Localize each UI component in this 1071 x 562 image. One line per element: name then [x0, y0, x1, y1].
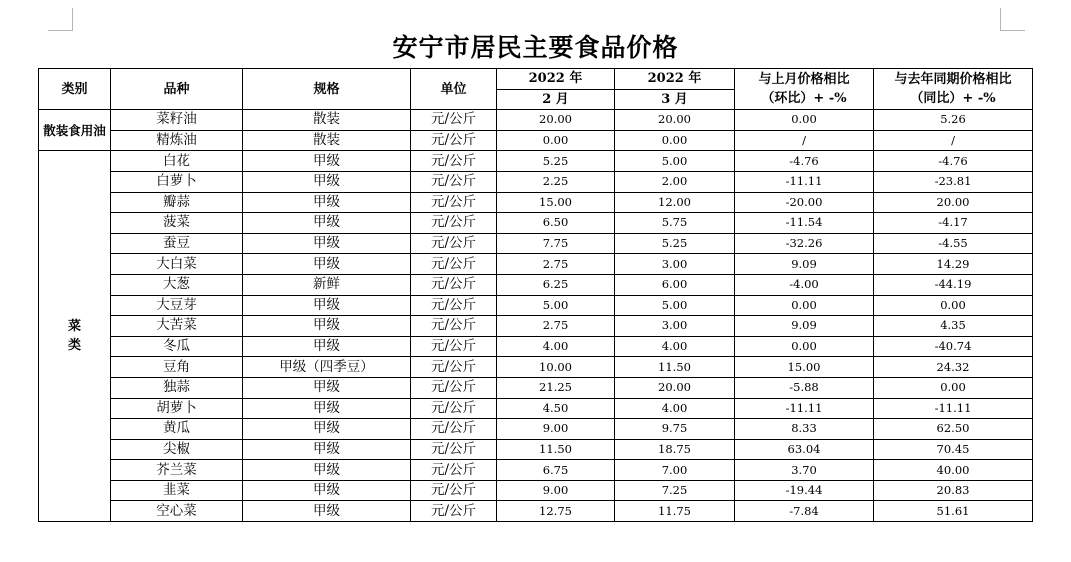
variety-cell: 黄瓜 [111, 419, 243, 440]
page-title: 安宁市居民主要食品价格 [392, 33, 679, 62]
price-mar-cell: 3.00 [615, 254, 735, 275]
mom-change-cell: 0.00 [735, 336, 874, 357]
mom-change-cell: -5.88 [735, 377, 874, 398]
table-row [39, 274, 1033, 295]
price-mar-cell: 0.00 [615, 130, 735, 151]
spec-cell: 甲级 [243, 295, 411, 316]
table-row [39, 501, 1033, 522]
spec-cell: 甲级 [243, 377, 411, 398]
mom-change-cell: -32.26 [735, 233, 874, 254]
header-month-feb: 2 月 [497, 89, 615, 110]
table-row [39, 460, 1033, 481]
header-year-feb: 2022 年 [497, 69, 615, 90]
header-variety: 品种 [111, 69, 243, 110]
spec-cell: 甲级 [243, 254, 411, 275]
price-feb-cell: 20.00 [497, 110, 615, 131]
variety-cell: 白花 [111, 151, 243, 172]
table-row [39, 316, 1033, 337]
unit-cell: 元/公斤 [411, 213, 497, 234]
spec-cell: 甲级 [243, 460, 411, 481]
yoy-change-cell: -4.76 [874, 151, 1033, 172]
price-mar-cell: 7.00 [615, 460, 735, 481]
unit-cell: 元/公斤 [411, 419, 497, 440]
mom-change-cell: 0.00 [735, 295, 874, 316]
price-feb-cell: 0.00 [497, 130, 615, 151]
price-feb-cell: 2.75 [497, 316, 615, 337]
header-mom-line1: 与上月价格相比 [758, 72, 850, 88]
unit-cell: 元/公斤 [411, 439, 497, 460]
mom-change-cell: 8.33 [735, 419, 874, 440]
unit-cell: 元/公斤 [411, 295, 497, 316]
table-row [39, 130, 1033, 151]
yoy-change-cell: 4.35 [874, 316, 1033, 337]
yoy-change-cell: 62.50 [874, 419, 1033, 440]
unit-cell: 元/公斤 [411, 460, 497, 481]
price-feb-cell: 9.00 [497, 419, 615, 440]
table-row [39, 336, 1033, 357]
mom-change-cell: 3.70 [735, 460, 874, 481]
table-row [39, 233, 1033, 254]
price-feb-cell: 9.00 [497, 480, 615, 501]
mom-change-cell: 0.00 [735, 110, 874, 131]
price-mar-cell: 7.25 [615, 480, 735, 501]
table-body [39, 110, 1033, 522]
yoy-change-cell: -11.11 [874, 398, 1033, 419]
mom-change-cell: -11.54 [735, 213, 874, 234]
price-mar-cell: 5.25 [615, 233, 735, 254]
header-unit: 单位 [411, 69, 497, 110]
mom-change-cell: 15.00 [735, 357, 874, 378]
variety-cell: 大豆芽 [111, 295, 243, 316]
price-feb-cell: 15.00 [497, 192, 615, 213]
header-yoy-line1: 与去年同期价格相比 [894, 72, 1012, 88]
price-mar-cell: 5.00 [615, 151, 735, 172]
spec-cell: 甲级 [243, 192, 411, 213]
price-mar-cell: 4.00 [615, 398, 735, 419]
spec-cell: 甲级 [243, 480, 411, 501]
mom-change-cell: 9.09 [735, 316, 874, 337]
mom-change-cell: -7.84 [735, 501, 874, 522]
yoy-change-cell: 24.32 [874, 357, 1033, 378]
unit-cell: 元/公斤 [411, 233, 497, 254]
mom-change-cell: -20.00 [735, 192, 874, 213]
variety-cell: 冬瓜 [111, 336, 243, 357]
spec-cell: 甲级 [243, 171, 411, 192]
spec-cell: 散装 [243, 110, 411, 131]
price-feb-cell: 5.25 [497, 151, 615, 172]
unit-cell: 元/公斤 [411, 316, 497, 337]
price-feb-cell: 12.75 [497, 501, 615, 522]
price-mar-cell: 6.00 [615, 274, 735, 295]
variety-cell: 空心菜 [111, 501, 243, 522]
price-feb-cell: 6.50 [497, 213, 615, 234]
variety-cell: 大白菜 [111, 254, 243, 275]
price-feb-cell: 2.75 [497, 254, 615, 275]
mom-change-cell: -11.11 [735, 398, 874, 419]
variety-cell: 尖椒 [111, 439, 243, 460]
yoy-change-cell: 51.61 [874, 501, 1033, 522]
price-mar-cell: 2.00 [615, 171, 735, 192]
table-row [39, 439, 1033, 460]
spec-cell: 新鲜 [243, 274, 411, 295]
header-category: 类别 [39, 69, 111, 110]
price-mar-cell: 12.00 [615, 192, 735, 213]
spec-cell: 甲级 [243, 439, 411, 460]
table-row [39, 151, 1033, 172]
mom-change-cell: / [735, 130, 874, 151]
variety-cell: 韭菜 [111, 480, 243, 501]
mom-change-cell: -4.76 [735, 151, 874, 172]
price-table [38, 68, 1033, 522]
spec-cell: 甲级 [243, 501, 411, 522]
price-mar-cell: 18.75 [615, 439, 735, 460]
header-mom [735, 69, 874, 110]
category-cell-veg [39, 151, 111, 522]
price-feb-cell: 4.50 [497, 398, 615, 419]
yoy-change-cell: -4.17 [874, 213, 1033, 234]
table-row [39, 192, 1033, 213]
yoy-change-cell: 70.45 [874, 439, 1033, 460]
price-mar-cell: 20.00 [615, 377, 735, 398]
unit-cell: 元/公斤 [411, 336, 497, 357]
category-veg-text: 菜类 [67, 319, 81, 354]
price-mar-cell: 11.50 [615, 357, 735, 378]
price-mar-cell: 9.75 [615, 419, 735, 440]
variety-cell: 菠菜 [111, 213, 243, 234]
yoy-change-cell: 14.29 [874, 254, 1033, 275]
table-row [39, 295, 1033, 316]
unit-cell: 元/公斤 [411, 171, 497, 192]
price-feb-cell: 2.25 [497, 171, 615, 192]
unit-cell: 元/公斤 [411, 480, 497, 501]
table-row [39, 110, 1033, 131]
price-feb-cell: 6.25 [497, 274, 615, 295]
unit-cell: 元/公斤 [411, 377, 497, 398]
mom-change-cell: -4.00 [735, 274, 874, 295]
yoy-change-cell: / [874, 130, 1033, 151]
unit-cell: 元/公斤 [411, 357, 497, 378]
price-mar-cell: 5.00 [615, 295, 735, 316]
price-feb-cell: 11.50 [497, 439, 615, 460]
price-feb-cell: 6.75 [497, 460, 615, 481]
mom-change-cell: 9.09 [735, 254, 874, 275]
price-mar-cell: 4.00 [615, 336, 735, 357]
spec-cell: 散装 [243, 130, 411, 151]
yoy-change-cell: -23.81 [874, 171, 1033, 192]
price-mar-cell: 3.00 [615, 316, 735, 337]
spec-cell: 甲级 [243, 336, 411, 357]
price-mar-cell: 5.75 [615, 213, 735, 234]
variety-cell: 精炼油 [111, 130, 243, 151]
price-feb-cell: 7.75 [497, 233, 615, 254]
spec-cell: 甲级 [243, 316, 411, 337]
variety-cell: 豆角 [111, 357, 243, 378]
table-row [39, 398, 1033, 419]
header-yoy-line2: （同比）+ -% [910, 91, 996, 107]
table-row [39, 254, 1033, 275]
header-spec: 规格 [243, 69, 411, 110]
header-year-mar: 2022 年 [615, 69, 735, 90]
unit-cell: 元/公斤 [411, 110, 497, 131]
yoy-change-cell: -4.55 [874, 233, 1033, 254]
header-yoy [874, 69, 1033, 110]
price-feb-cell: 4.00 [497, 336, 615, 357]
unit-cell: 元/公斤 [411, 151, 497, 172]
yoy-change-cell: 20.83 [874, 480, 1033, 501]
price-feb-cell: 21.25 [497, 377, 615, 398]
spec-cell: 甲级 [243, 233, 411, 254]
price-feb-cell: 5.00 [497, 295, 615, 316]
yoy-change-cell: -40.74 [874, 336, 1033, 357]
spec-cell: 甲级 [243, 213, 411, 234]
unit-cell: 元/公斤 [411, 501, 497, 522]
mom-change-cell: -19.44 [735, 480, 874, 501]
variety-cell: 蚕豆 [111, 233, 243, 254]
yoy-change-cell: 20.00 [874, 192, 1033, 213]
variety-cell: 大苦菜 [111, 316, 243, 337]
unit-cell: 元/公斤 [411, 130, 497, 151]
mom-change-cell: 63.04 [735, 439, 874, 460]
spec-cell: 甲级（四季豆） [243, 357, 411, 378]
price-mar-cell: 20.00 [615, 110, 735, 131]
header-mom-line2: （环比）+ -% [761, 91, 847, 107]
spec-cell: 甲级 [243, 151, 411, 172]
variety-cell: 瓣蒜 [111, 192, 243, 213]
variety-cell: 大葱 [111, 274, 243, 295]
yoy-change-cell: 0.00 [874, 377, 1033, 398]
variety-cell: 菜籽油 [111, 110, 243, 131]
variety-cell: 独蒜 [111, 377, 243, 398]
yoy-change-cell: -44.19 [874, 274, 1033, 295]
mom-change-cell: -11.11 [735, 171, 874, 192]
spec-cell: 甲级 [243, 419, 411, 440]
yoy-change-cell: 5.26 [874, 110, 1033, 131]
table-row [39, 213, 1033, 234]
header-month-mar: 3 月 [615, 89, 735, 110]
table-row [39, 419, 1033, 440]
variety-cell: 胡萝卜 [111, 398, 243, 419]
table-row [39, 171, 1033, 192]
unit-cell: 元/公斤 [411, 254, 497, 275]
yoy-change-cell: 0.00 [874, 295, 1033, 316]
variety-cell: 芥兰菜 [111, 460, 243, 481]
table-row [39, 357, 1033, 378]
table-header [39, 69, 1033, 110]
price-mar-cell: 11.75 [615, 501, 735, 522]
category-cell-oil: 散装食用油 [39, 110, 111, 151]
table-row [39, 480, 1033, 501]
price-feb-cell: 10.00 [497, 357, 615, 378]
spec-cell: 甲级 [243, 398, 411, 419]
unit-cell: 元/公斤 [411, 398, 497, 419]
unit-cell: 元/公斤 [411, 192, 497, 213]
yoy-change-cell: 40.00 [874, 460, 1033, 481]
variety-cell: 白萝卜 [111, 171, 243, 192]
unit-cell: 元/公斤 [411, 274, 497, 295]
table-row [39, 377, 1033, 398]
